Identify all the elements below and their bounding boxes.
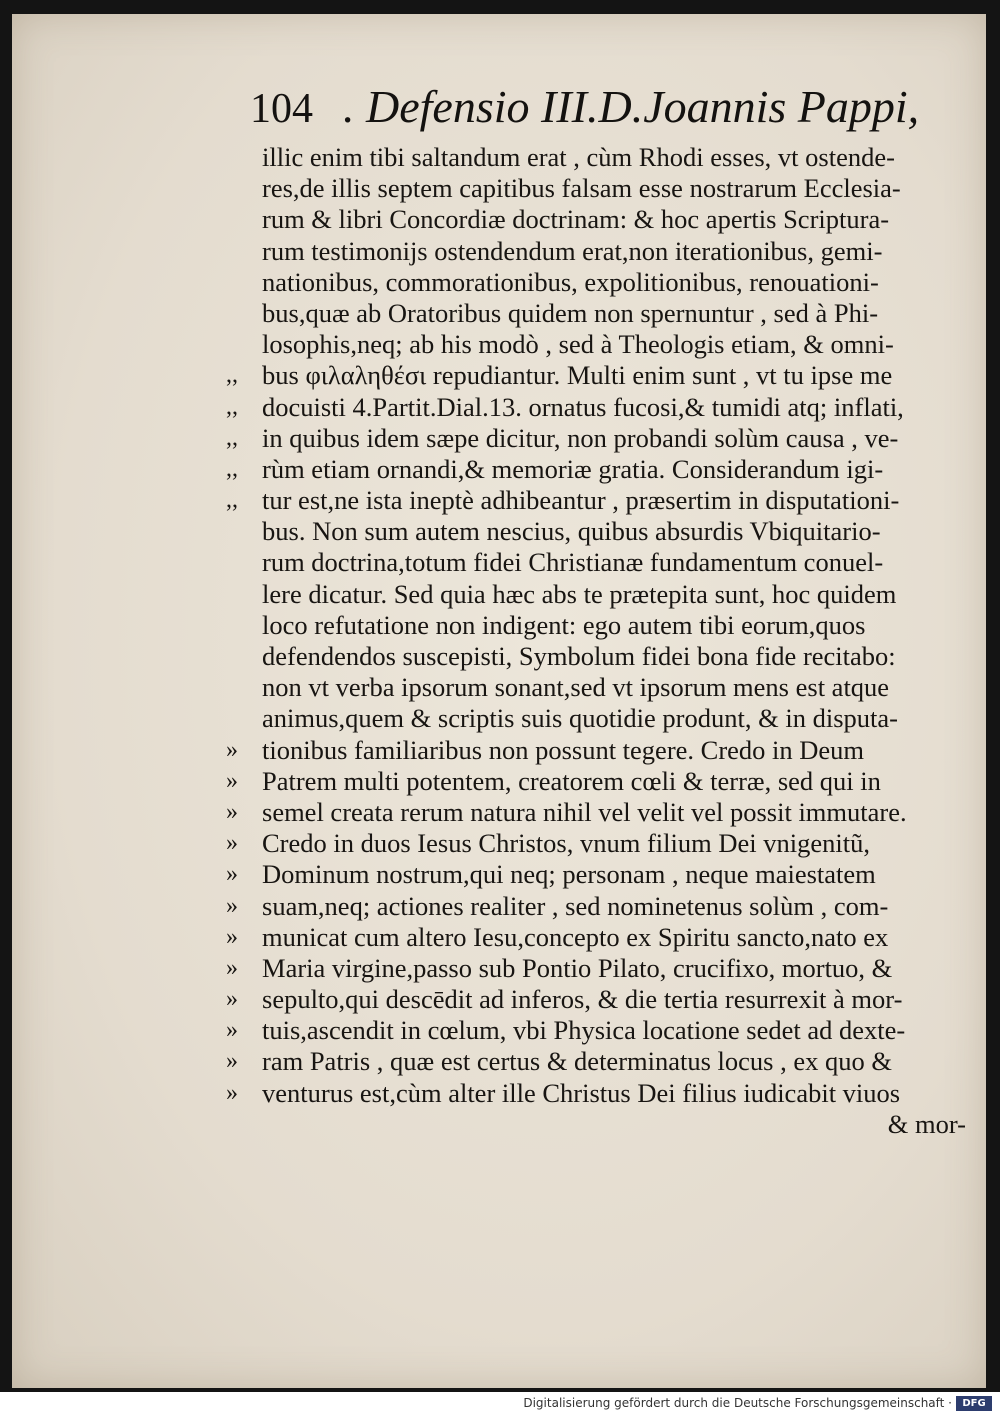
text-line: rum & libri Concordiæ doctrinam: & hoc apertis Scriptura- <box>262 204 890 235</box>
text-line: rum testimonijs ostendendum erat,non iterationibus, gemi- <box>262 235 883 266</box>
text-line: venturus est,cùm alter ille Christus Dei filius iudicabit viuos <box>262 1077 901 1108</box>
page-number: 104 <box>250 86 313 132</box>
text-line: bus. Non sum autem nescius, quibus absurdis Vbiquitario- <box>262 516 881 547</box>
book-page <box>12 14 986 1388</box>
margin-quote-mark: » <box>226 892 238 919</box>
text-line: defendendos suscepisti, Symbolum fidei bona fide recitabo: <box>262 641 896 671</box>
text-line: municat cum altero Iesu,concepto ex Spiritu sancto,nato ex <box>262 921 889 952</box>
margin-quote-mark <box>226 579 256 610</box>
margin-quote-mark: » <box>226 1048 238 1075</box>
text-line: losophis,neq; ab his modò , sed à Theologis etiam, & omni- <box>262 329 894 360</box>
catchword: & mor- <box>887 1108 966 1139</box>
margin-quote-mark <box>226 267 256 298</box>
text-line: Credo in duos Iesus Christos, vnum filium Dei vnigenitũ, <box>262 828 870 859</box>
margin-quote-mark: ,, <box>226 455 238 482</box>
margin-quote-mark: » <box>226 1017 238 1044</box>
margin-quote-mark: ,, <box>226 362 238 389</box>
margin-quote-mark: » <box>226 986 238 1013</box>
margin-quote-mark <box>226 641 256 672</box>
margin-quote-mark <box>226 610 256 641</box>
text-line: rùm etiam ornandi,& memoriæ gratia. Considerandum igi- <box>262 453 884 484</box>
margin-quote-mark: » <box>226 861 238 888</box>
margin-quote-mark <box>226 703 256 734</box>
text-line: res,de illis septem capitibus falsam esse nostrarum Ecclesia- <box>262 173 901 204</box>
margin-quote-mark: » <box>226 1079 238 1106</box>
margin-quote-mark <box>226 204 256 235</box>
text-line: nationibus, commorationibus, expolitionibus, renouationi- <box>262 266 879 297</box>
running-title: . Defensio III.D.Joannis Pappi, <box>343 81 920 132</box>
text-line: sepulto,qui descēdit ad inferos, & die tertia resurrexit à mor- <box>262 984 903 1015</box>
margin-quote-mark: » <box>226 767 238 794</box>
margin-quote-mark: » <box>226 736 238 763</box>
text-line: bus,quæ ab Oratoribus quidem non spernuntur , sed à Phi- <box>262 297 879 328</box>
margin-quote-mark <box>226 298 256 329</box>
quotation-marks-column <box>226 142 256 1109</box>
text-line: semel creata rerum natura nihil vel velit vel possit immutare. <box>262 796 907 827</box>
text-line: ram Patris , quæ est certus & determinatus locus , ex quo & <box>262 1046 892 1077</box>
text-line: docuisti 4.Partit.Dial.13. ornatus fucosi,& tumidi atq; inflati, <box>262 391 904 422</box>
body-text <box>262 142 966 1140</box>
dfg-logo: DFG <box>956 1396 992 1411</box>
footer-credit: Digitalisierung gefördert durch die Deutsche Forschungsgemeinschaft · <box>523 1396 952 1410</box>
text-line: illic enim tibi saltandum erat , cùm Rhodi esses, vt ostende- <box>262 142 895 172</box>
text-line: tuis,ascendit in cœlum, vbi Physica locatione sedet ad dexte- <box>262 1015 906 1046</box>
text-line: loco refutatione non indigent: ego autem tibi eorum,quos <box>262 609 866 640</box>
margin-quote-mark: ,, <box>226 487 238 514</box>
text-line: non vt verba ipsorum sonant,sed vt ipsorum mens est atque <box>262 672 890 703</box>
text-line: in quibus idem sæpe dicitur, non probandi solùm causa , ve- <box>262 422 899 453</box>
margin-quote-mark <box>226 142 256 173</box>
margin-quote-mark <box>226 173 256 204</box>
text-line: Patrem multi potentem, creatorem cœli & terræ, sed qui in <box>262 765 881 796</box>
text-line: Maria virgine,passo sub Pontio Pilato, crucifixo, mortuo, & <box>262 952 893 983</box>
text-line: Dominum nostrum,qui neq; personam , neque maiestatem <box>262 859 876 890</box>
margin-quote-mark: » <box>226 923 238 950</box>
text-line: lere dicatur. Sed quia hæc abs te prætерita sunt, hoc quidem <box>262 578 897 609</box>
text-line: rum doctrina,totum fidei Christianæ fundamentum conuel- <box>262 547 884 578</box>
margin-quote-mark: ,, <box>226 393 238 420</box>
margin-quote-mark <box>226 236 256 267</box>
text-line: tionibus familiaribus non possunt tegere. Credo in Deum <box>262 734 865 765</box>
margin-quote-mark: » <box>226 830 238 857</box>
margin-quote-mark <box>226 329 256 360</box>
margin-quote-mark: » <box>226 954 238 981</box>
margin-quote-mark <box>226 547 256 578</box>
digitization-footer <box>0 1392 1000 1416</box>
text-line: tur est,ne ista ineptè adhibeantur , præsertim in disputationi- <box>262 485 900 516</box>
text-line: animus,quem & scriptis suis quotidie produnt, & in disputa- <box>262 703 898 734</box>
margin-quote-mark: ,, <box>226 424 238 451</box>
text-line: suam,neq; actiones realiter , sed nominetenus solùm , com- <box>262 890 889 921</box>
margin-quote-mark <box>226 516 256 547</box>
margin-quote-mark: » <box>226 798 238 825</box>
text-line: bus φιλαληθέσι repudiantur. Multi enim sunt , vt tu ipse me <box>262 360 893 391</box>
page-header <box>250 80 919 133</box>
margin-quote-mark <box>226 672 256 703</box>
